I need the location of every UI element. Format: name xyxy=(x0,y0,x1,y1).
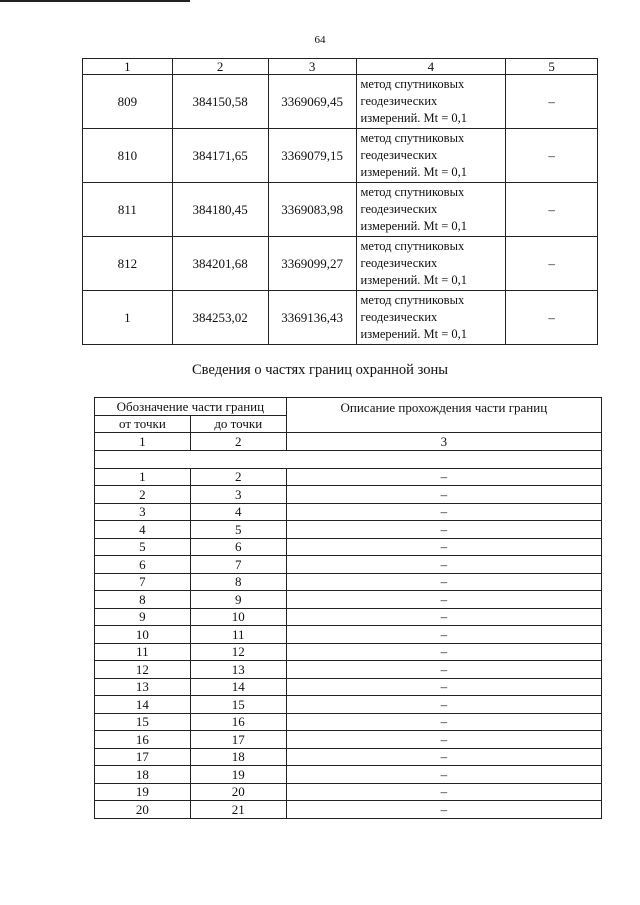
from-point-cell: 10 xyxy=(95,626,191,644)
boundary-row xyxy=(95,591,602,609)
coordinates-row xyxy=(83,75,598,129)
x-coordinate-cell: 384201,68 xyxy=(172,237,268,291)
method-line: геодезических xyxy=(360,94,438,108)
boundary-row xyxy=(95,573,602,591)
column-number-3: 3 xyxy=(286,433,601,451)
boundary-row xyxy=(95,661,602,679)
to-point-cell: 18 xyxy=(190,748,286,766)
boundary-row xyxy=(95,713,602,731)
coordinates-row xyxy=(83,237,598,291)
from-point-cell: 4 xyxy=(95,521,191,539)
column-number-2: 2 xyxy=(190,433,286,451)
y-coordinate-cell: 3369069,45 xyxy=(268,75,356,129)
method-cell xyxy=(356,291,506,345)
boundary-row xyxy=(95,521,602,539)
point-number-cell: 811 xyxy=(83,183,173,237)
to-point-cell: 2 xyxy=(190,468,286,486)
x-coordinate-cell: 384180,45 xyxy=(172,183,268,237)
description-cell: – xyxy=(286,661,601,679)
boundary-table-column-numbers xyxy=(95,433,602,451)
from-point-cell: 18 xyxy=(95,766,191,784)
to-point-cell: 17 xyxy=(190,731,286,749)
from-point-cell: 11 xyxy=(95,643,191,661)
description-cell: – xyxy=(286,626,601,644)
from-point-cell: 13 xyxy=(95,678,191,696)
to-point-cell: 13 xyxy=(190,661,286,679)
to-point-cell: 10 xyxy=(190,608,286,626)
description-cell: – xyxy=(286,556,601,574)
method-line: метод спутниковых xyxy=(360,293,465,307)
description-cell: – xyxy=(286,608,601,626)
note-cell: – xyxy=(506,183,598,237)
point-number-cell: 810 xyxy=(83,129,173,183)
description-cell: – xyxy=(286,468,601,486)
to-point-cell: 14 xyxy=(190,678,286,696)
header-to-point: до точки xyxy=(190,415,286,433)
method-line: измерений. Mt = 0,1 xyxy=(360,327,468,341)
from-point-cell: 12 xyxy=(95,661,191,679)
to-point-cell: 20 xyxy=(190,783,286,801)
to-point-cell: 3 xyxy=(190,486,286,504)
to-point-cell: 16 xyxy=(190,713,286,731)
boundary-row xyxy=(95,538,602,556)
section-title: Сведения о частях границ охранной зоны xyxy=(192,362,448,378)
to-point-cell: 21 xyxy=(190,801,286,819)
column-number-3: 3 xyxy=(268,59,356,75)
from-point-cell: 8 xyxy=(95,591,191,609)
boundary-row xyxy=(95,801,602,819)
method-cell xyxy=(356,75,506,129)
empty-cell xyxy=(95,450,602,468)
y-coordinate-cell: 3369079,15 xyxy=(268,129,356,183)
from-point-cell: 16 xyxy=(95,731,191,749)
boundary-row xyxy=(95,468,602,486)
from-point-cell: 5 xyxy=(95,538,191,556)
method-cell xyxy=(356,237,506,291)
description-cell: – xyxy=(286,713,601,731)
x-coordinate-cell: 384171,65 xyxy=(172,129,268,183)
boundary-row xyxy=(95,766,602,784)
description-cell: – xyxy=(286,801,601,819)
description-cell: – xyxy=(286,643,601,661)
top-rule-line xyxy=(0,0,190,2)
method-line: геодезических xyxy=(360,310,438,324)
from-point-cell: 9 xyxy=(95,608,191,626)
point-number-cell: 1 xyxy=(83,291,173,345)
to-point-cell: 19 xyxy=(190,766,286,784)
method-line: метод спутниковых xyxy=(360,239,465,253)
description-cell: – xyxy=(286,696,601,714)
description-cell: – xyxy=(286,678,601,696)
from-point-cell: 6 xyxy=(95,556,191,574)
description-cell: – xyxy=(286,731,601,749)
boundary-row xyxy=(95,503,602,521)
column-number-4: 4 xyxy=(356,59,506,75)
to-point-cell: 6 xyxy=(190,538,286,556)
method-line: измерений. Mt = 0,1 xyxy=(360,165,468,179)
column-number-1: 1 xyxy=(95,433,191,451)
boundary-row xyxy=(95,608,602,626)
description-cell: – xyxy=(286,766,601,784)
method-cell xyxy=(356,183,506,237)
method-line: метод спутниковых xyxy=(360,77,465,91)
from-point-cell: 2 xyxy=(95,486,191,504)
boundary-parts-table xyxy=(94,397,602,819)
from-point-cell: 19 xyxy=(95,783,191,801)
y-coordinate-cell: 3369136,43 xyxy=(268,291,356,345)
note-cell: – xyxy=(506,237,598,291)
coordinates-table xyxy=(82,58,598,345)
from-point-cell: 17 xyxy=(95,748,191,766)
boundary-row xyxy=(95,696,602,714)
method-line: геодезических xyxy=(360,256,438,270)
column-number-2: 2 xyxy=(172,59,268,75)
header-from-point: от точки xyxy=(95,415,191,433)
point-number-cell: 812 xyxy=(83,237,173,291)
x-coordinate-cell: 384253,02 xyxy=(172,291,268,345)
description-cell: – xyxy=(286,486,601,504)
from-point-cell: 3 xyxy=(95,503,191,521)
boundary-row xyxy=(95,556,602,574)
from-point-cell: 20 xyxy=(95,801,191,819)
description-cell: – xyxy=(286,748,601,766)
description-cell: – xyxy=(286,783,601,801)
description-cell: – xyxy=(286,538,601,556)
note-cell: – xyxy=(506,291,598,345)
to-point-cell: 15 xyxy=(190,696,286,714)
page-number: 64 xyxy=(314,34,326,46)
boundary-table-header-row-1 xyxy=(95,398,602,416)
method-cell xyxy=(356,129,506,183)
from-point-cell: 15 xyxy=(95,713,191,731)
note-cell: – xyxy=(506,129,598,183)
column-number-1: 1 xyxy=(83,59,173,75)
y-coordinate-cell: 3369099,27 xyxy=(268,237,356,291)
method-line: измерений. Mt = 0,1 xyxy=(360,273,468,287)
from-point-cell: 7 xyxy=(95,573,191,591)
description-cell: – xyxy=(286,503,601,521)
boundary-row xyxy=(95,486,602,504)
boundary-row xyxy=(95,643,602,661)
method-line: метод спутниковых xyxy=(360,131,465,145)
from-point-cell: 1 xyxy=(95,468,191,486)
header-part-designation: Обозначение части границ xyxy=(95,398,287,416)
boundary-row xyxy=(95,748,602,766)
coordinates-table-header xyxy=(83,59,598,75)
description-cell: – xyxy=(286,521,601,539)
to-point-cell: 12 xyxy=(190,643,286,661)
header-description: Описание прохождения части границ xyxy=(286,398,601,433)
y-coordinate-cell: 3369083,98 xyxy=(268,183,356,237)
method-line: геодезических xyxy=(360,148,438,162)
boundary-row xyxy=(95,731,602,749)
note-cell: – xyxy=(506,75,598,129)
to-point-cell: 7 xyxy=(190,556,286,574)
to-point-cell: 11 xyxy=(190,626,286,644)
empty-row xyxy=(95,450,602,468)
coordinates-row xyxy=(83,291,598,345)
boundary-row xyxy=(95,783,602,801)
coordinates-row xyxy=(83,129,598,183)
to-point-cell: 4 xyxy=(190,503,286,521)
to-point-cell: 9 xyxy=(190,591,286,609)
method-line: измерений. Mt = 0,1 xyxy=(360,111,468,125)
x-coordinate-cell: 384150,58 xyxy=(172,75,268,129)
to-point-cell: 8 xyxy=(190,573,286,591)
description-cell: – xyxy=(286,573,601,591)
description-cell: – xyxy=(286,591,601,609)
coordinates-row xyxy=(83,183,598,237)
boundary-row xyxy=(95,678,602,696)
point-number-cell: 809 xyxy=(83,75,173,129)
method-line: геодезических xyxy=(360,202,438,216)
from-point-cell: 14 xyxy=(95,696,191,714)
boundary-row xyxy=(95,626,602,644)
column-number-5: 5 xyxy=(506,59,598,75)
to-point-cell: 5 xyxy=(190,521,286,539)
method-line: измерений. Mt = 0,1 xyxy=(360,219,468,233)
method-line: метод спутниковых xyxy=(360,185,465,199)
